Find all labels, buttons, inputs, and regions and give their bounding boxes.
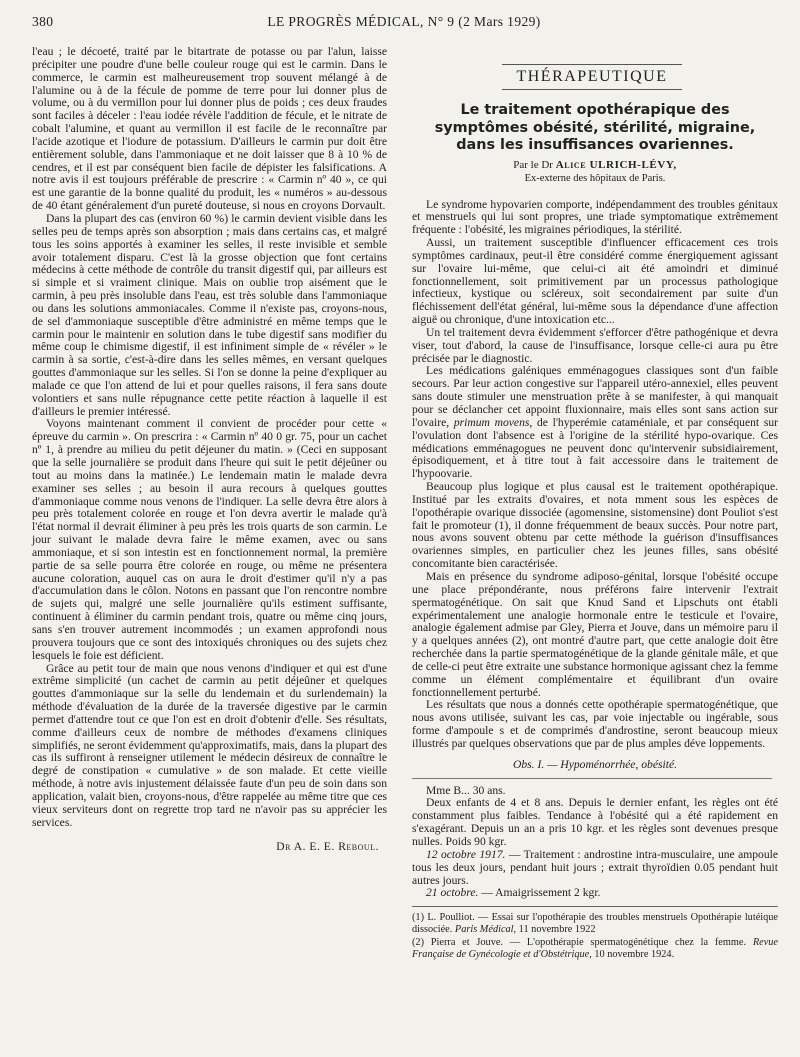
journal-title: LE PROGRÈS MÉDICAL, N° 9 (2 Mars 1929) [267,14,541,29]
paragraph: l'eau ; le décoeté, traité par le bitartrate de potasse ou par l'alun, laisse précipiter une poudre d'une belle couleur rouge qui est le carmin. Dans le commerce, le carmin est malheureusement trop souvent mélangé à de l'alumine ou à de la fécule de pomme de terre pour lui donner plus de volume, ou à du vermillon pour lui donner plus de poids ; ces deux fraudes sont faciles à déceler : l'eau iodée révèle l'addition de fécule, et le nitrate de cobalt l'alumine, et quant au vermillon il est facile de le reconnaître par l'acide azotique et l'iodure de potassium. D'ailleurs le carmin pur doit être entièrement soluble, dans l'ammoniaque et ne doit laisser que 8 à 10 % de cendres, et il est par conséquent bien facile de dépister les falsifications. A notre avis il est toujours préférable de prescrire : « Carmin nº 40 », ce qui est une garantie de la bonne qualité du produit, les « numéros » au-dessous de 40 étant généralement d'un pureté douteuse, si nous en croyons Dorvault. [32,45,387,213]
footnote-text: (2) Pierra et Jouve. — L'opothérapie spermatogénétique chez la femme. [412,937,753,949]
observation-patient: Mme B... 30 ans. [426,783,506,797]
paragraph: Le syndrome hypovarien comporte, indépendamment des troubles génitaux et menstruels qui lui sont propres, une triade symptomatique extrêmement fréquente : l'obésité, les migraines périodiques, la stérilité. [412,197,778,237]
left-column [32,46,387,854]
observation-divider [412,778,772,779]
footnote [412,937,778,961]
article-title-line: dans les insuffisances ovariennes. [456,137,734,153]
observation-entry [412,887,778,900]
paragraph [412,365,778,481]
observation-title: Obs. I. — Hypoménorrhée, obésité. [512,757,677,771]
paragraph: Mais en présence du syndrome adiposo-génital, lorsque l'obésité occupe une place prépondérante, nous préférons faire intervenir l'extrait spermatogénétique. On sait que Knud Sand et Lipschuts ont établi expérimentalement une analogie hormonale entre le testicule et l'ovaire, analogie également admise par Gley, Pierra et Jouve, dans un mémoire paru il y a quelques années (2), ont montré d'autre part, que cette analogie doit être recherchée dans la partie spermatogénétique de la glande génitale mâle, et que de celle-ci peut être extraite une substance hormonique agissant chez la femme comme un élément complémentaire et équilibrant d'un ovaire fonctionnellement perturbé. [412,569,779,699]
author-name: Alice ULRICH-LÉVY, [555,158,677,171]
paragraph-part: , de l'hyperémie cataméniale, et par conséquent sur l'ovulation dont l'absence est à l'origine de la stérilité hypo-ovarique. Ces médications emménagogues ne peuvent donc qu'intervenir subsidiairement, épisodiquement, et à titre tout à fait accessoire dans le traitement de l'hypoovarie. [412,415,778,481]
author-affiliation: Ex-externe des hôpitaux de Paris. [524,172,666,184]
page-header [32,14,776,34]
entry-text: — Amaigrissement 2 kgr. [478,886,601,900]
entry-date: 21 octobre. [426,886,479,900]
footnote [412,912,778,936]
observation-text: Deux enfants de 4 et 8 ans. Depuis le dernier enfant, les règles ont été constamment plus faibles. Tendance à l'obésité qui a été rapidement en s'exagérant. Depuis un an a pris 10 kgr. et les règles sont devenues presque nulles. Poids 90 kgr. [412,796,778,848]
paragraph-part: Les médications galéniques emménagogues classiques sont d'un faible secours. Par leur action congestive sur l'appareil utéro-annexiel, elles peuvent sans doute stimuler une menstruation prête à se manifester, à qui manquait pour se déclancher cet appoint fluxionnaire, mais elles sont sans action sur l'ovaire, [412,364,778,429]
footnote-text: , 11 novembre 1922 [513,924,596,936]
article-title [412,102,778,155]
article-title-line: Le traitement opothérapique des [460,102,730,118]
entry-text: — Traitement : androstine intra-musculaire, une ampoule tous les deux jours, pendant huit jours ; extrait thyroïdien 0.05 pendant huit autres jours. [412,847,778,887]
page-number: 380 [32,14,54,29]
latin-term: primum movens [453,415,530,429]
paragraph: Les résultats que nous a donnés cette opothérapie spermatogénétique, que nous avons utilisée, suivant les cas, par voie injectable ou ingérable, sous forme d'ampoule s et de comprimés d'androstine, seront beaucoup mieux illustrés par quelques observations que par de plus amples déve loppements. [412,698,778,750]
section-title: THÉRAPEUTIQUE [516,68,668,85]
right-column [412,46,778,962]
article-author [412,159,778,172]
paragraph: Aussi, un traitement susceptible d'influencer efficacement ces trois symptômes cardinaux, peut-il être considéré comme énergiquement agissant sur l'ovaire lui-même, que celui-ci ait été amoindri et diminué fonctionnellement, soit primitivement par un processus pathologique infectieux, kystique ou scléreux, soit secondairement par suite d'un fléchissement dell'état général, lui-même sous la dépendance d'une affection aiguë ou chronique, d'une intoxication etc... [412,236,778,327]
article-title-line: symptômes obésité, stérilité, migraine, [434,119,756,136]
paragraph: Grâce au petit tour de main que nous venons d'indiquer et qui est d'une extrême simplicité (un cachet de carmin au petit déjeûner et quelques gouttes d'ammoniaque sur la selle du lendemain et du surlendemain) la méthode d'évaluation de la durée de la traversée digestive par le carmin permet d'attendre tout ce que l'on est en droit d'obtenir d'elle. Ses résultats, comme d'ailleurs ceux de nombre de méthodes d'examens cliniques simplifiés, ne seront évidemment qu'approximatifs, mais, dans la plupart des cas ils suffiront à renseigner utilement le médecin désireux de connaître le degré de constipation « cumulative » de son malade. Et cette vieille méthode, à notre avis injustement délaissée faute d'un peu de soin dans son application, valait bien, croyons-nous, d'être rappelée au même titre que ces vieux serviteurs dont on regrette trop tard ne n'avoir pas su apprécier les services. [32,661,387,829]
footnote-text: , 10 novembre 1924. [589,949,675,961]
footnote-journal: Paris Médical [454,924,514,936]
footnote-divider [412,906,778,907]
footnote-text: (1) L. Poulliot. — Essai sur l'opothérapie des troubles menstruels Opothérapie lutéique dissociée. [412,912,778,936]
author-prefix: Par le Dr [513,158,553,171]
entry-date: 12 octobre 1917. [426,847,506,861]
observation-entry [412,849,778,888]
footnote-journal: Revue Française de Gynécologie et d'Obstétrique [412,937,778,961]
footnotes [412,912,778,961]
paragraph: Beaucoup plus logique et plus causal est le traitement opothérapique. Institué par les extraits d'ovaires, et nota mment sous les espèces de l'opothérapie ovarique dissociée (agomensine, sistomensine) dont Pouliot s'est fait le promoteur (1), il donne fréquemment de beaux succès. Pour notre part, nous avons souvent obtenu par cette méthode la guérison d'insuffisances ovariennes simples, en particulier chez les jeunes filles, sans obésité concomitante bien caractérisée. [412,480,778,571]
author-signature: Dr A. E. E. Reboul. [276,840,379,854]
paragraph: Dans la plupart des cas (environ 60 %) le carmin devient visible dans les selles peu de temps après son absorption ; mais dans certains cas, et malgré tous les soins apportés à examiner les selles, il reste invisible et semble avoir totalement disparu. C'est là la grosse objection que font certains médecins à cette méthode de contrôle du transit digestif qui, par ailleurs est si simple et si vraiment clinique. Mais on oublie trop aisément que le carmin, à peu près insoluble dans l'eau, est très soluble dans l'ammoniaque ou dans les solutions ammoniacales. Comme il n'existe pas, croyons-nous, de sel d'ammoniaque susceptible d'être administré en même temps que le carmin pour le maintenir en solution dans le tube digestif sans modifier du même coup le chimisme digestif, il est infiniment simple de « révéler » le carmin à sa sortie, c'est-à-dire dans les selles mêmes, en versant quelques gouttes d'ammoniaque sur les selles. Si l'on se donne la peine d'expliquer au malade ce que l'on attend de lui et pour quelles raisons, il fera sans doute volontiers et sans nulle répugnance cette petite réaction à laquelle il est d'ailleurs le premier intéressé. [32,211,387,418]
paragraph: Un tel traitement devra évidemment s'efforcer d'être pathogénique et devra viser, tout d'abord, la cause de l'insuffisance, lorsque celle-ci aura pu être précisée par le diagnostic. [412,325,778,365]
paragraph: Voyons maintenant comment il convient de procéder pour cette « épreuve du carmin ». On prescrira : « Carmin nº 40 0 gr. 75, pour un cachet nº 1, à prendre au milieu du petit déjeuner du matin. » (Ceci en supposant que la selle journalière se produit dans l'heure qui suit le petit déjeûner ou tout au moins dans la matinée.) Le lendemain matin le malade devra examiner ses selles ; au besoin il aura recours à quelques gouttes d'ammoniaque comme nous venons de l'indiquer. La selle devra être alors à peu près totalement colorée en rouge et l'on devra avertir le malade qu'à l'état normal il devrait éliminer à peu près les trois quarts de son carmin. Le jour suivant le malade devra faire le même examen, avec ou sans ammoniaque, et si son intestin est en fonctionnement normal, la première partie de sa selle pourra être colorée en rouge, ou même ne présentera aucune coloration, auquel cas on aura le droit d'estimer qu'il n'y a pas d'accumulation dans le côlon. Notons en passant que l'on rencontre nombre de sujets qui, malgré une selle journalière qu'ils estiment suffisante, continuent à éliminer du carmin pendant trois, quatre ou même cinq jours, sans s'en trouver autrement incommodés ; un examen approfondi nous prouvera toujours que ce sont des intoxiqués chroniques ou des sujets chez lesquels le foie est déficient. [32,417,387,662]
